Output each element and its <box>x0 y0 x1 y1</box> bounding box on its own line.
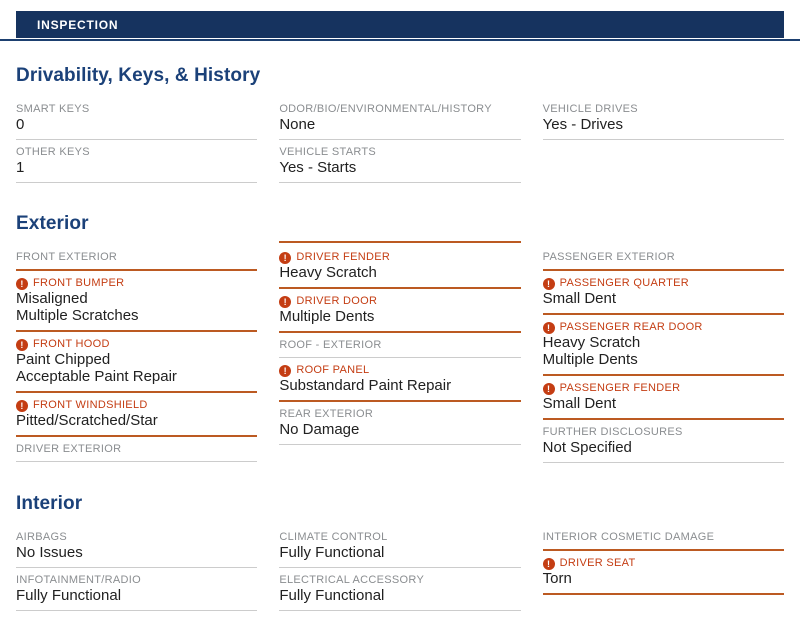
field-value: Small Dent <box>542 290 617 307</box>
section-title: Exterior <box>16 213 89 234</box>
field-label <box>543 321 784 334</box>
field-value: 1 <box>16 159 25 176</box>
field-rule <box>279 139 520 140</box>
field-label <box>543 557 784 570</box>
field-label <box>16 103 257 116</box>
field-driver-seat <box>543 557 784 595</box>
column-top-line <box>279 241 520 243</box>
field-value: Pitted/Scratched/Star <box>16 412 158 429</box>
field-rule <box>543 549 784 551</box>
field-label <box>279 574 520 587</box>
field-infotainment-radio <box>16 574 257 611</box>
field-label <box>16 531 257 544</box>
field-rule <box>543 593 784 595</box>
field-front-hood <box>16 338 257 393</box>
column-3 <box>543 251 784 469</box>
field-label <box>16 574 257 587</box>
field-label <box>16 443 257 456</box>
field-odor-bio-environmental-history <box>279 103 520 140</box>
field-label <box>16 399 257 412</box>
field-further-disclosures <box>543 426 784 463</box>
field-value: Heavy Scratch <box>279 264 377 281</box>
field-rule <box>279 287 520 289</box>
fields-grid <box>16 531 784 617</box>
field-label-text: AIRBAGS <box>16 531 68 543</box>
fields-grid <box>16 103 784 189</box>
field-value: Multiple Dents <box>542 351 638 368</box>
field-label <box>16 251 257 264</box>
field-passenger-quarter <box>543 277 784 315</box>
section-title: Drivability, Keys, & History <box>16 65 261 86</box>
section-interior <box>16 493 784 617</box>
warning-icon: ! <box>279 252 291 264</box>
field-rule <box>543 418 784 420</box>
fields-grid <box>16 251 784 469</box>
field-rule <box>543 313 784 315</box>
field-label-text: ROOF PANEL <box>296 364 370 376</box>
section-title: Interior <box>16 493 83 514</box>
warning-icon: ! <box>543 558 555 570</box>
field-label-text: OTHER KEYS <box>16 146 90 158</box>
field-value: Paint Chipped <box>16 351 111 368</box>
field-rule <box>279 357 520 358</box>
field-label <box>543 426 784 439</box>
field-label-text: CLIMATE CONTROL <box>279 531 388 543</box>
field-driver-fender <box>279 251 520 289</box>
field-value: Yes - Drives <box>542 116 623 133</box>
field-value: Small Dent <box>542 395 617 412</box>
header-title: INSPECTION <box>37 17 119 32</box>
warning-icon: ! <box>279 296 291 308</box>
field-label <box>279 408 520 421</box>
field-front-bumper <box>16 277 257 332</box>
field-rule <box>543 462 784 463</box>
field-value: Misaligned <box>16 290 88 307</box>
field-label <box>543 531 784 544</box>
field-rear-exterior <box>279 408 520 445</box>
header-divider <box>0 11 800 41</box>
field-driver-door <box>279 295 520 333</box>
warning-icon: ! <box>543 383 555 395</box>
field-label-text: SMART KEYS <box>16 103 90 115</box>
field-passenger-rear-door <box>543 321 784 376</box>
field-value: Multiple Dents <box>279 308 375 325</box>
field-rule <box>543 269 784 271</box>
warning-icon: ! <box>543 278 555 290</box>
field-front-windshield <box>16 399 257 437</box>
field-label-text: INTERIOR COSMETIC DAMAGE <box>542 531 715 543</box>
warning-icon: ! <box>16 278 28 290</box>
field-rule <box>16 391 257 393</box>
field-passenger-fender <box>543 382 784 420</box>
field-label <box>543 251 784 264</box>
warning-icon: ! <box>279 365 291 377</box>
field-label-text: VEHICLE STARTS <box>279 146 377 158</box>
field-label <box>543 277 784 290</box>
field-driver-exterior <box>16 443 257 462</box>
field-interior-cosmetic-damage <box>543 531 784 551</box>
field-other-keys <box>16 146 257 183</box>
warning-icon: ! <box>543 322 555 334</box>
field-rule <box>543 374 784 376</box>
field-label-text: PASSENGER EXTERIOR <box>542 251 675 263</box>
field-label-text: REAR EXTERIOR <box>279 408 374 420</box>
field-roof-panel <box>279 364 520 402</box>
field-airbags <box>16 531 257 568</box>
column-1 <box>16 103 257 189</box>
field-vehicle-starts <box>279 146 520 183</box>
field-label-text: PASSENGER FENDER <box>559 382 681 394</box>
field-label-text: DRIVER DOOR <box>296 295 378 307</box>
field-smart-keys <box>16 103 257 140</box>
section-exterior <box>16 213 784 469</box>
field-rule <box>16 139 257 140</box>
column-2 <box>279 103 520 189</box>
warning-icon: ! <box>16 339 28 351</box>
field-value: Torn <box>542 570 572 587</box>
field-passenger-exterior <box>543 251 784 271</box>
field-value: No Issues <box>16 544 83 561</box>
field-rule <box>543 139 784 140</box>
field-label <box>279 531 520 544</box>
field-roof-exterior <box>279 339 520 358</box>
field-label-text: ROOF - EXTERIOR <box>279 339 382 351</box>
field-label <box>279 251 520 264</box>
field-electrical-accessory <box>279 574 520 611</box>
field-rule <box>16 435 257 437</box>
column-3 <box>543 103 784 146</box>
column-1 <box>16 531 257 617</box>
field-rule <box>16 182 257 183</box>
field-label <box>543 103 784 116</box>
field-rule <box>16 330 257 332</box>
column-2 <box>279 251 520 451</box>
field-label-text: DRIVER EXTERIOR <box>16 443 122 455</box>
field-rule <box>279 567 520 568</box>
field-label-text: PASSENGER QUARTER <box>559 277 690 289</box>
inspection-header-bar <box>16 11 784 38</box>
field-value: Fully Functional <box>279 587 385 604</box>
field-value: Yes - Starts <box>279 159 357 176</box>
field-label-text: FRONT EXTERIOR <box>16 251 118 263</box>
section-drivability-keys-history <box>16 65 784 189</box>
field-label-text: FRONT WINDSHIELD <box>33 399 148 411</box>
field-value: Substandard Paint Repair <box>279 377 452 394</box>
field-label-text: ODOR/BIO/ENVIRONMENTAL/HISTORY <box>279 103 492 115</box>
field-label <box>279 146 520 159</box>
field-value: Multiple Scratches <box>16 307 139 324</box>
field-rule <box>16 567 257 568</box>
field-vehicle-drives <box>543 103 784 140</box>
field-label <box>16 146 257 159</box>
field-rule <box>279 610 520 611</box>
field-label <box>279 364 520 377</box>
field-rule <box>16 610 257 611</box>
field-value: Not Specified <box>542 439 632 456</box>
field-label-text: DRIVER SEAT <box>559 557 636 569</box>
field-value: None <box>279 116 316 133</box>
field-label <box>279 103 520 116</box>
field-label-text: FRONT BUMPER <box>33 277 125 289</box>
column-2 <box>279 531 520 617</box>
field-label-text: FURTHER DISCLOSURES <box>542 426 683 438</box>
field-label-text: VEHICLE DRIVES <box>542 103 638 115</box>
field-rule <box>279 331 520 333</box>
field-value: Acceptable Paint Repair <box>16 368 177 385</box>
field-label <box>279 295 520 308</box>
report-body <box>0 65 800 617</box>
field-label-text: FRONT HOOD <box>33 338 110 350</box>
field-label-text: DRIVER FENDER <box>296 251 391 263</box>
column-3 <box>543 531 784 601</box>
field-label <box>543 382 784 395</box>
field-rule <box>279 400 520 402</box>
field-rule <box>279 182 520 183</box>
field-rule <box>279 444 520 445</box>
field-label-text: PASSENGER REAR DOOR <box>559 321 703 333</box>
field-label-text: INFOTAINMENT/RADIO <box>16 574 141 586</box>
field-label <box>16 277 257 290</box>
field-front-exterior <box>16 251 257 271</box>
field-rule <box>16 269 257 271</box>
column-1 <box>16 251 257 468</box>
field-value: 0 <box>16 116 25 133</box>
field-value: Fully Functional <box>279 544 385 561</box>
field-label-text: ELECTRICAL ACCESSORY <box>279 574 425 586</box>
field-value: No Damage <box>279 421 360 438</box>
warning-icon: ! <box>16 400 28 412</box>
field-climate-control <box>279 531 520 568</box>
field-value: Heavy Scratch <box>542 334 641 351</box>
field-rule <box>16 461 257 462</box>
field-label <box>16 338 257 351</box>
field-value: Fully Functional <box>16 587 122 604</box>
field-label <box>279 339 520 352</box>
